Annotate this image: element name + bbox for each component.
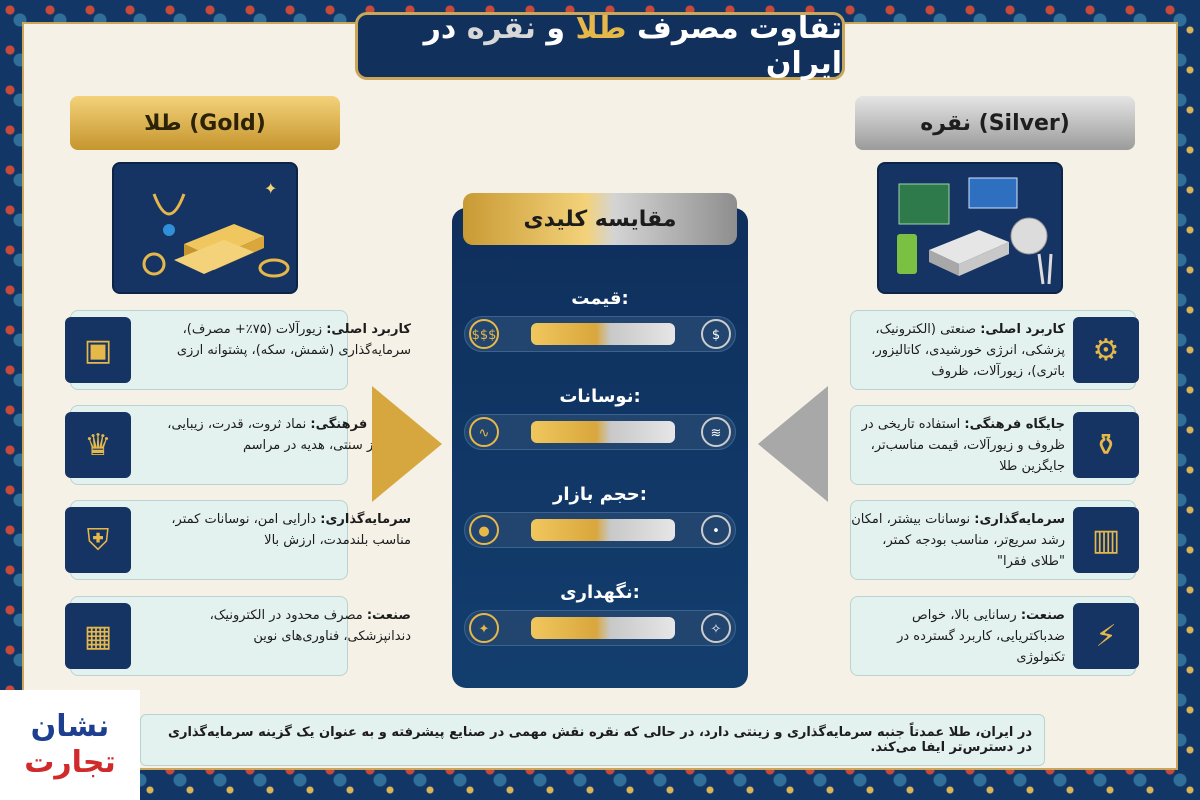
silver-card-investment xyxy=(850,500,1136,580)
title-pre: تفاوت مصرف xyxy=(626,11,842,46)
silver-card-culture-text xyxy=(845,414,1065,477)
lightning-bacteria-icon: ⚡ xyxy=(1073,603,1139,669)
card-text: نماد ثروت، قدرت، زیبایی، پس‌انداز سنتی، هدیه در مراسم xyxy=(167,417,411,453)
gold-card-investment-text xyxy=(141,509,411,551)
gear-circuit-icon: ⚙ xyxy=(1073,317,1139,383)
logo-line1: نشان xyxy=(30,709,110,744)
logo xyxy=(0,690,140,800)
comparison-panel xyxy=(452,208,748,688)
metric-label-price: قیمت: xyxy=(571,288,629,309)
comparison-header: مقایسه کلیدی xyxy=(463,193,737,245)
card-text: زیورآلات (۷۵٪+ مصرف)، سرمایه‌گذاری (شمش، سکه)، پشتوانه ارزی xyxy=(176,322,411,358)
card-label: صنعت: xyxy=(366,608,411,623)
gold-price-icon: $$$ xyxy=(469,319,499,349)
footer-summary: در ایران، طلا عمدتاً جنبه سرمایه‌گذاری و زینتی دارد، در حالی که نقره نقش مهمی در صنایع پیشرفته و به عنوان یک گزینه سرمایه‌گذاری در دسترس‌تر ایفا می‌کند. xyxy=(140,714,1045,766)
chart-coins-icon: ▥ xyxy=(1073,507,1139,573)
title-silver: نقره xyxy=(466,11,536,46)
gold-card-industry xyxy=(70,596,411,676)
gold-bars-icon xyxy=(114,164,296,292)
silver-card-culture xyxy=(850,405,1136,485)
silver-arrow-icon xyxy=(758,386,828,502)
crown-handshake-icon: ♛ xyxy=(65,412,131,478)
card-label: جایگاه فرهنگی: xyxy=(964,417,1065,432)
jewelry-box-icon: ▣ xyxy=(65,317,131,383)
bar-fill xyxy=(531,323,675,345)
silver-items-icon xyxy=(879,164,1061,292)
metric-bar-market-volume xyxy=(464,512,736,548)
silver-card-usage xyxy=(850,310,1136,390)
silver-card-usage-text xyxy=(845,319,1065,382)
metric-label-storage: نگهداری: xyxy=(560,582,640,603)
metric-bar-volatility xyxy=(464,414,736,450)
card-label: صنعت: xyxy=(1020,608,1065,623)
silver-card-investment-text xyxy=(845,509,1065,572)
silver-card-industry xyxy=(850,596,1136,676)
gold-card-investment xyxy=(70,500,411,580)
card-label: کاربرد اصلی: xyxy=(980,322,1065,337)
card-text: مصرف محدود در الکترونیک، دندانپزشکی، فناوری‌های نوین xyxy=(209,608,411,644)
sparkle-icon: ✦ xyxy=(469,613,499,643)
gold-header: طلا (Gold) xyxy=(70,96,340,150)
card-text: استفاده تاریخی در ظروف و زیورآلات، قیمت مناسب‌تر، جایگزین طلا xyxy=(861,417,1065,474)
metric-label-volatility: نوسانات: xyxy=(559,386,641,407)
chip-tooth-icon: ▦ xyxy=(65,603,131,669)
card-label: سرمایه‌گذاری: xyxy=(974,512,1065,527)
vase-ring-icon: ⚱ xyxy=(1073,412,1139,478)
card-text: صنعتی (الکترونیک، پزشکی، انرژی خورشیدی، کاتالیزور، باتری)، زیورآلات، ظروف xyxy=(871,322,1065,379)
gold-hero-illustration xyxy=(112,162,298,294)
title-and: و xyxy=(535,11,576,46)
svg-text:✦: ✦ xyxy=(264,179,278,198)
silver-hero-illustration xyxy=(877,162,1063,294)
title-post: در ایران xyxy=(423,11,842,81)
card-label: کاربرد اصلی: xyxy=(326,322,411,337)
bar-fill xyxy=(531,421,675,443)
gold-card-usage xyxy=(70,310,411,390)
gold-arrow-icon xyxy=(372,386,442,502)
silver-wave-icon: ≋ xyxy=(701,417,731,447)
title-banner xyxy=(355,12,845,80)
silver-header: نقره (Silver) xyxy=(855,96,1135,150)
silver-circle-icon: • xyxy=(701,515,731,545)
title-gold: طلا xyxy=(575,11,627,46)
card-label: سرمایه‌گذاری: xyxy=(320,512,411,527)
gold-card-culture-text xyxy=(141,414,411,456)
gold-card-industry-text xyxy=(141,605,411,647)
card-text: رسانایی بالا، خواص ضدباکتریایی، کاربرد گسترده در تکنولوژی xyxy=(897,608,1065,665)
silver-card-industry-text xyxy=(845,605,1065,668)
gold-wave-icon: ∿ xyxy=(469,417,499,447)
bar-fill xyxy=(531,519,675,541)
logo-line2: تجارت xyxy=(24,745,116,780)
card-text: نوسانات بیشتر، امکان رشد سریع‌تر، مناسب بودجه کمتر، "طلای فقرا" xyxy=(851,512,1065,569)
silver-price-icon: $ xyxy=(701,319,731,349)
shield-growth-icon: ⛨ xyxy=(65,507,131,573)
card-label: جایگاه فرهنگی: xyxy=(310,417,411,432)
gold-card-usage-text xyxy=(141,319,411,361)
metric-bar-price xyxy=(464,316,736,352)
bar-fill xyxy=(531,617,675,639)
gold-circle-icon: ● xyxy=(469,515,499,545)
page-title xyxy=(358,11,842,81)
metric-label-market-volume: حجم بازار: xyxy=(553,484,647,505)
brush-icon: ✧ xyxy=(701,613,731,643)
metric-bar-storage xyxy=(464,610,736,646)
card-text: دارایی امن، نوسانات کمتر، مناسب بلندمدت، ارزش بالا xyxy=(171,512,411,548)
gold-card-culture xyxy=(70,405,411,485)
